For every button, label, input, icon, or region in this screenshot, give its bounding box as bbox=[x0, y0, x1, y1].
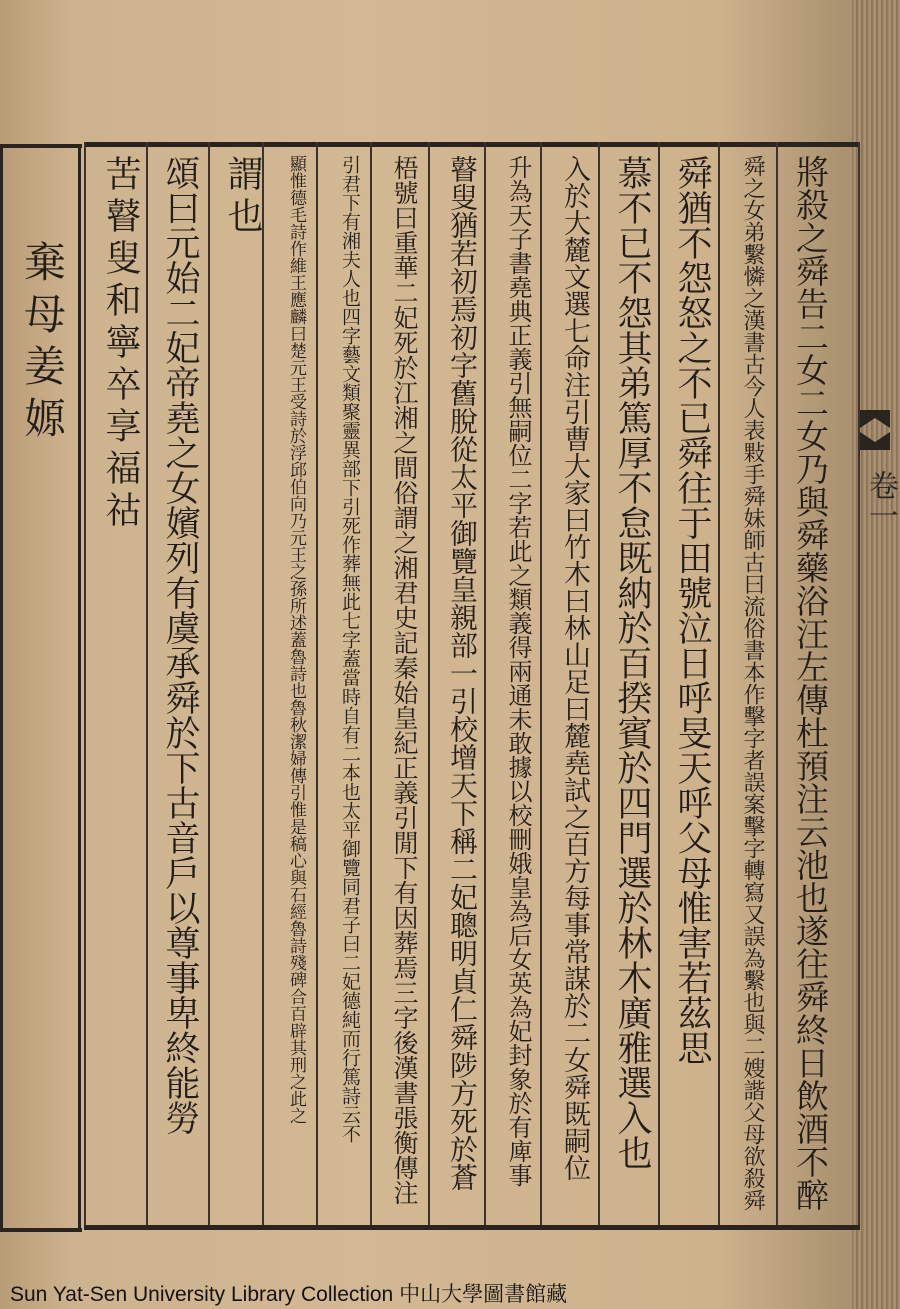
text-column-7: 瞽叟猶若初焉初字舊脫從太平御覽皇親部一引校增天下稱二妃聰明貞仁舜陟方死於蒼 bbox=[446, 155, 479, 1191]
text-column-10: 顯惟德毛詩作維王應麟曰楚元王受詩於浮邱伯向乃元王之孫所述蓋魯詩也魯秋潔婦傳引惟是稿心與石經魯詩殘碑合百辟其刑之此之 bbox=[286, 155, 306, 1124]
text-column-1: 將殺之舜告二女二女乃與舜藥浴汪左傳杜預注云池也遂往舜終日飲酒不醉 bbox=[791, 155, 830, 1211]
text-column-9: 引君下有湘夫人也四字藝文類聚靈異部下引死作葬無此七字蓋當時自有二本也太平御覽同君子曰二妃德純而行篤詩云不 bbox=[339, 155, 361, 1143]
text-column-8: 梧號曰重華二妃死於江湘之間俗謂之湘君史記秦始皇紀正義引閒下有因葬焉三字後漢書張衡傳注 bbox=[390, 155, 419, 1205]
library-caption: Sun Yat-Sen University Library Collection 中山大學圖書館藏 bbox=[10, 1283, 568, 1306]
frame-right-rule bbox=[858, 142, 860, 1225]
fishtail-mark-icon bbox=[860, 410, 890, 450]
column-rule bbox=[262, 142, 264, 1225]
text-column-6: 升為天子書堯典正義引無嗣位二字若此之類義得兩通未敢據以校刪娥皇為后女英為妃封象於有庳事 bbox=[504, 155, 532, 1187]
text-column-11: 謂也 bbox=[222, 155, 263, 239]
volume-mark: 卷一 bbox=[863, 470, 898, 530]
text-column-13: 苦瞽叟和寧卒享福祜 bbox=[100, 155, 141, 533]
text-column-2: 舜之女弟繫憐之漢書古今人表敤手舜妹師古曰流俗書本作擊字者誤案擊字轉寫又誤為繫也與二嫂諧父母欲殺舜 bbox=[740, 155, 765, 1211]
adjacent-page-title: 棄母姜嫄 bbox=[18, 240, 67, 448]
text-column-3: 舜猶不怨怒之不已舜往于田號泣日呼旻天呼父母惟害若茲思 bbox=[672, 155, 712, 1065]
text-column-5: 入於大麓文選七命注引曹大家曰竹木曰林山足曰麓堯試之百方每事常謀於二女舜既嗣位 bbox=[559, 155, 590, 1181]
text-column-12: 頌曰元始二妃帝堯之女嬪列有虞承舜於下古音戶以尊事卑終能勞 bbox=[160, 155, 200, 1135]
text-column-4: 慕不已不怨其弟篤厚不怠既納於百揆賓於四門選於林木廣雅選入也 bbox=[612, 155, 652, 1170]
frame-left-rule bbox=[84, 142, 86, 1225]
